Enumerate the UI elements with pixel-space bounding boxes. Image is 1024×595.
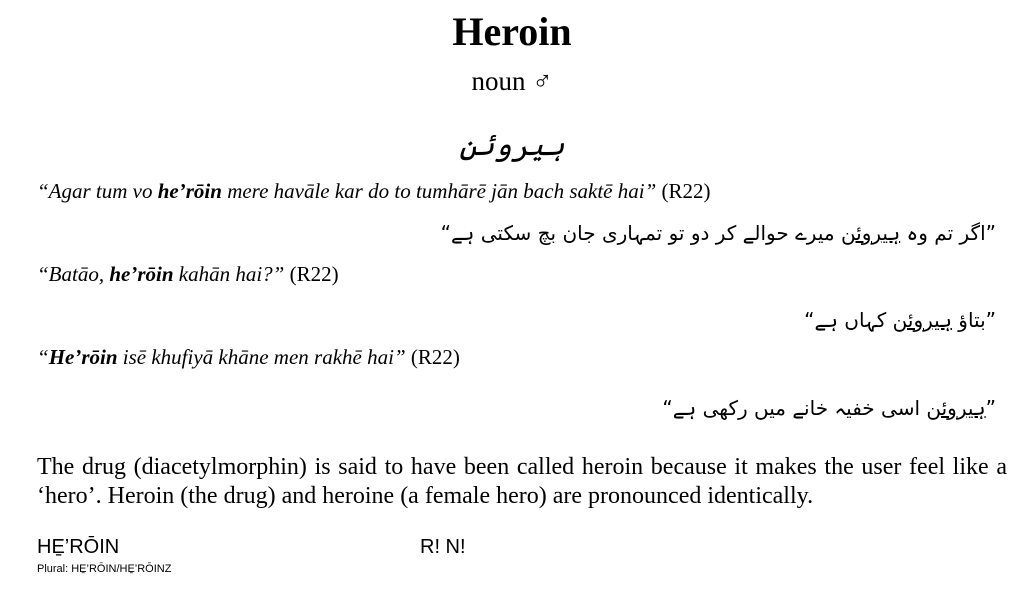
example-text: kahān hai?”	[173, 262, 285, 286]
example-text: isē khufiyā khāne men rakhē hai”	[117, 345, 406, 369]
urdu-text: ”اگر تم وہ	[900, 221, 996, 245]
example-keyword: he’rōin	[157, 179, 222, 203]
example-text: “Agar tum vo	[37, 179, 158, 203]
urdu-keyword: ہیروئن	[926, 396, 986, 420]
example-ref: (R22)	[656, 179, 711, 203]
headword: Heroin	[452, 9, 572, 54]
example-text: “Batāo,	[37, 262, 110, 286]
example-roman-3	[37, 343, 460, 371]
urdu-headword: ہیروئن	[459, 128, 565, 163]
example-keyword: he’rōin	[109, 262, 174, 286]
example-keyword: He’rōin	[48, 345, 118, 369]
example-urdu-2	[804, 303, 996, 337]
example-urdu-1	[441, 216, 996, 250]
usage-note: The drug (diacetylmorphin) is said to have been called heroin because it makes the user feel like a ‘hero’. Heroin (the drug) and heroine (a female hero) are pronounced identically.	[37, 454, 1007, 509]
example-roman-2	[37, 260, 339, 288]
urdu-text: کہاں ہے“	[804, 308, 893, 332]
urdu-text: اسی خفیہ خانے میں رکھی ہے“	[662, 396, 927, 420]
part-of-speech: noun ♂	[471, 66, 553, 96]
example-ref: (R22)	[284, 262, 339, 286]
example-ref: (R22)	[405, 345, 460, 369]
urdu-text: میرے حوالے کر دو تو تمہاری جان بچ سکتی ہے“	[440, 221, 841, 245]
plural-form: Plural: HE̱’RŌIN/HE̱’RŌINZ	[37, 563, 172, 575]
urdu-keyword: ہیروئن	[840, 221, 901, 245]
example-urdu-3	[662, 391, 996, 425]
example-roman-1	[37, 177, 711, 205]
pronunciation-code: R! N!	[420, 536, 466, 558]
urdu-text: ”	[985, 396, 996, 420]
pronunciation: HE̱’RŌIN	[37, 536, 120, 558]
example-text: “	[37, 345, 49, 369]
urdu-keyword: ہیروئن	[892, 308, 952, 332]
example-text: mere havāle kar do to tumhārē jān bach saktē hai”	[221, 179, 657, 203]
urdu-text: ”بتاؤ	[951, 308, 996, 332]
